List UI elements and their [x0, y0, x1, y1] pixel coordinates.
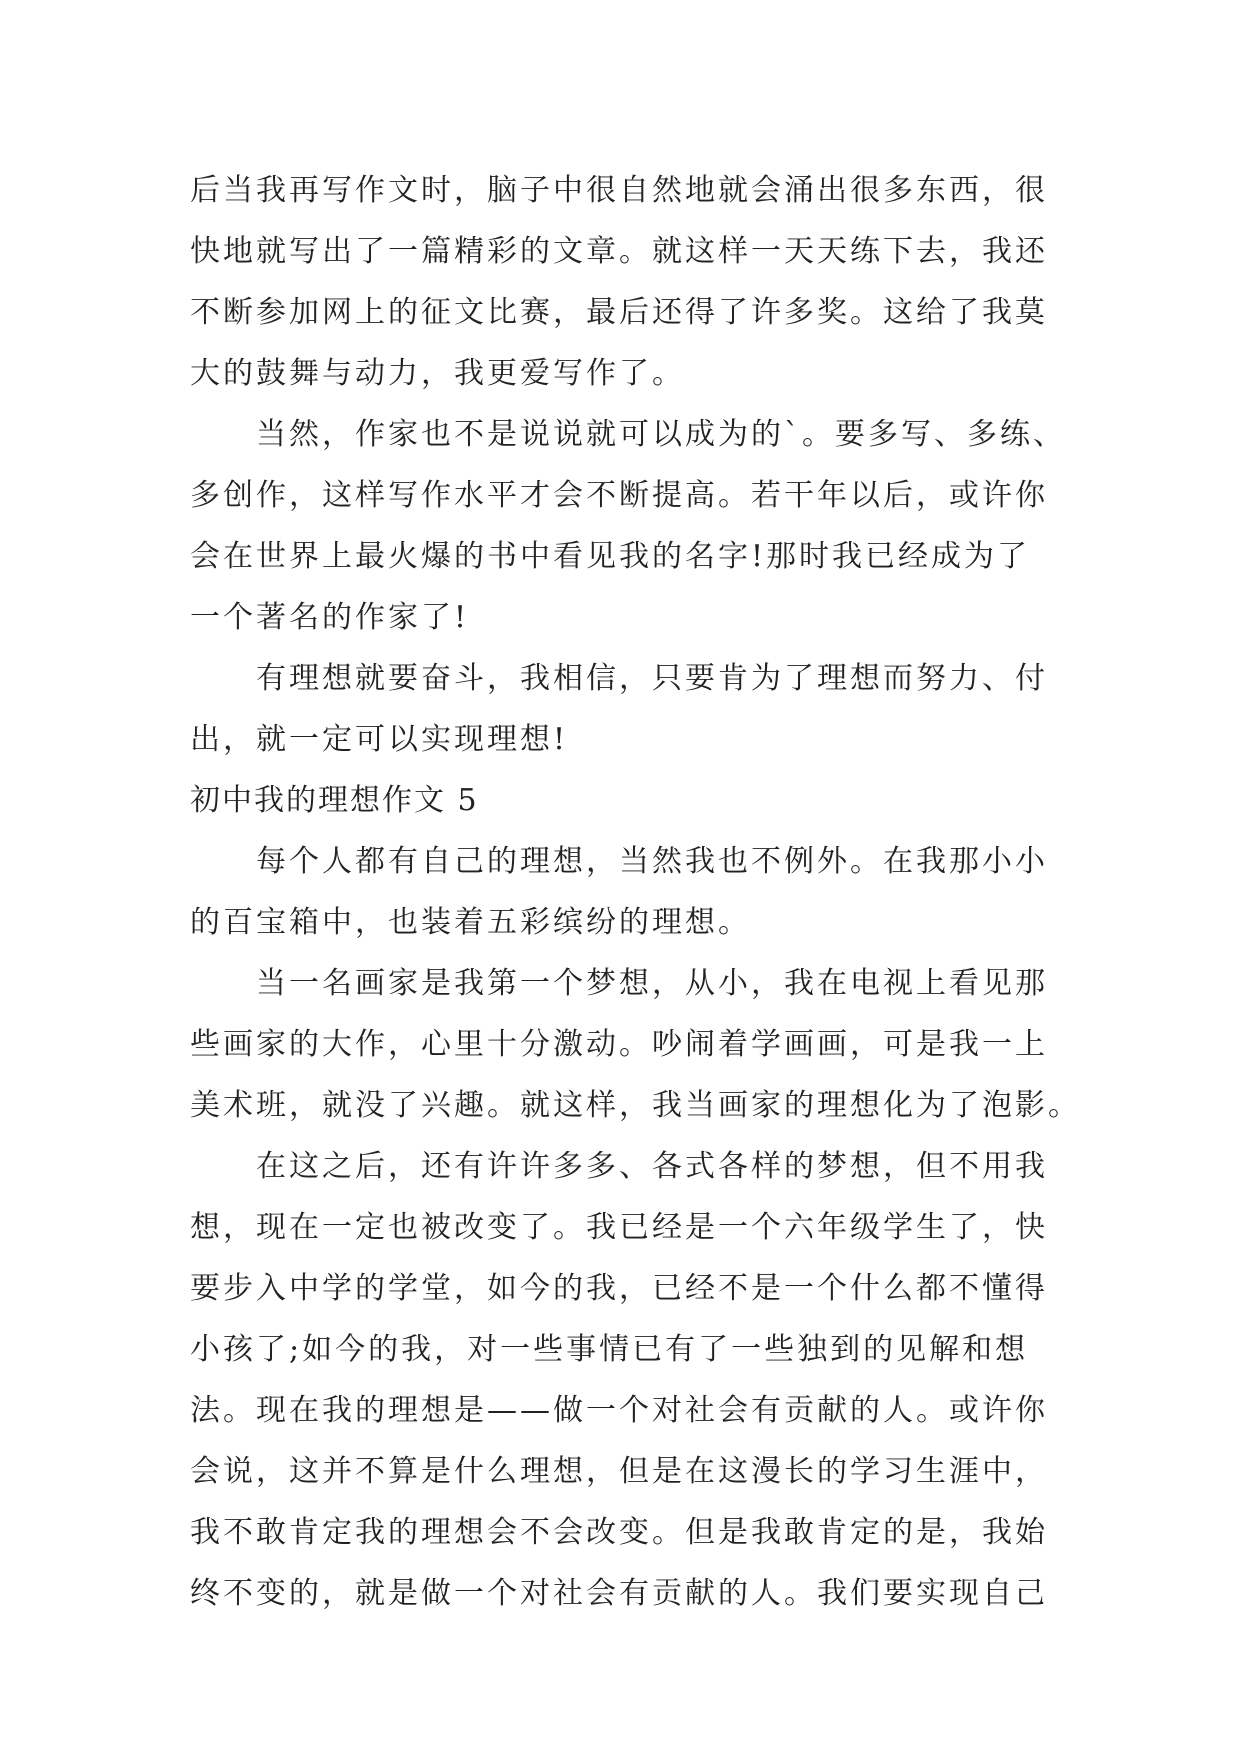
paragraph-start-line: 每个人都有自己的理想，当然我也不例外。在我那小小: [256, 844, 1048, 879]
text-line: 终不变的，就是做一个对社会有贡献的人。我们要实现自己: [190, 1576, 1048, 1611]
text-line: 的百宝箱中，也装着五彩缤纷的理想。: [190, 905, 751, 940]
section-heading: 初中我的理想作文 5: [190, 783, 479, 818]
text-line: 我不敢肯定我的理想会不会改变。但是我敢肯定的是，我始: [190, 1515, 1048, 1550]
text-line: 出，就一定可以实现理想!: [190, 722, 569, 757]
text-line: 美术班，就没了兴趣。就这样，我当画家的理想化为了泡影。: [190, 1088, 1081, 1123]
text-line: 想，现在一定也被改变了。我已经是一个六年级学生了，快: [190, 1210, 1048, 1245]
text-line: 快地就写出了一篇精彩的文章。就这样一天天练下去，我还: [190, 234, 1048, 269]
text-line: 后当我再写作文时，脑子中很自然地就会涌出很多东西，很: [190, 173, 1048, 208]
text-line: 法。现在我的理想是——做一个对社会有贡献的人。或许你: [190, 1393, 1048, 1428]
text-line: 大的鼓舞与动力，我更爱写作了。: [190, 356, 685, 391]
text-line: 不断参加网上的征文比赛，最后还得了许多奖。这给了我莫: [190, 295, 1048, 330]
text-line: 小孩了;如今的我，对一些事情已有了一些独到的见解和想: [190, 1332, 1029, 1367]
text-line: 一个著名的作家了!: [190, 600, 470, 635]
document-body: [190, 160, 1081, 1624]
paragraph-start-line: 在这之后，还有许许多多、各式各样的梦想，但不用我: [256, 1149, 1048, 1184]
text-line: 会在世界上最火爆的书中看见我的名字!那时我已经成为了: [190, 539, 1031, 574]
text-line: 些画家的大作，心里十分激动。吵闹着学画画，可是我一上: [190, 1027, 1048, 1062]
text-line: 多创作，这样写作水平才会不断提高。若干年以后，或许你: [190, 478, 1048, 513]
text-line: 会说，这并不算是什么理想，但是在这漫长的学习生涯中，: [190, 1454, 1048, 1489]
text-line: 要步入中学的学堂，如今的我，已经不是一个什么都不懂得: [190, 1271, 1048, 1306]
paragraph-start-line: 有理想就要奋斗，我相信，只要肯为了理想而努力、付: [256, 661, 1048, 696]
paragraph-start-line: 当一名画家是我第一个梦想，从小，我在电视上看见那: [256, 966, 1048, 1001]
paragraph-start-line: 当然，作家也不是说说就可以成为的`。要多写、多练、: [256, 417, 1066, 452]
